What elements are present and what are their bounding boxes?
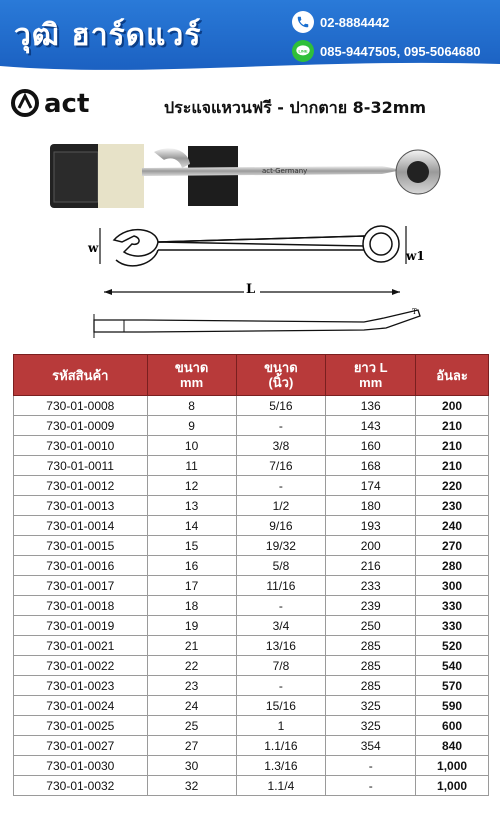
cell-price: 600 (416, 716, 489, 736)
cell-length: 180 (326, 496, 416, 516)
cell-size-mm: 15 (147, 536, 236, 556)
cell-size-inch: 13/16 (236, 636, 326, 656)
cell-price: 520 (416, 636, 489, 656)
table-row (14, 396, 489, 416)
cell-size-inch: 1.1/16 (236, 736, 326, 756)
cell-code: 730-01-0010 (14, 436, 148, 456)
col-header-size-inch: ขนาด (นิ้ว) (236, 355, 326, 396)
cell-size-mm: 17 (147, 576, 236, 596)
cell-code: 730-01-0022 (14, 656, 148, 676)
cell-size-mm: 22 (147, 656, 236, 676)
cell-size-mm: 16 (147, 556, 236, 576)
cell-code: 730-01-0009 (14, 416, 148, 436)
cell-price: 210 (416, 416, 489, 436)
phone-number: 02-8884442 (320, 14, 390, 30)
cell-size-mm: 27 (147, 736, 236, 756)
phone-contact[interactable] (292, 11, 389, 33)
cell-price: 210 (416, 436, 489, 456)
cell-price: 300 (416, 576, 489, 596)
table-header-row (14, 355, 489, 396)
cell-code: 730-01-0023 (14, 676, 148, 696)
cell-size-inch: 11/16 (236, 576, 326, 596)
cell-length: 250 (326, 616, 416, 636)
cell-price: 1,000 (416, 776, 489, 796)
table-row (14, 776, 489, 796)
shop-name: วุฒิ ฮาร์ดแวร์ (14, 18, 202, 53)
label-w1: w1 (406, 249, 425, 263)
cell-length: 233 (326, 576, 416, 596)
table-row (14, 576, 489, 596)
cell-size-inch: 3/8 (236, 436, 326, 456)
table-row (14, 416, 489, 436)
cell-size-inch: - (236, 416, 326, 436)
table-row (14, 516, 489, 536)
cell-code: 730-01-0018 (14, 596, 148, 616)
cell-price: 270 (416, 536, 489, 556)
line-icon (292, 40, 314, 62)
cell-price: 570 (416, 676, 489, 696)
cell-length: 168 (326, 456, 416, 476)
phone-icon (292, 11, 314, 33)
table-row (14, 696, 489, 716)
cell-price: 220 (416, 476, 489, 496)
table-row (14, 676, 489, 696)
cell-price: 840 (416, 736, 489, 756)
svg-text:LINE: LINE (298, 48, 308, 54)
label-l: L (246, 282, 256, 297)
cell-size-mm: 32 (147, 776, 236, 796)
cell-size-mm: 9 (147, 416, 236, 436)
cell-code: 730-01-0025 (14, 716, 148, 736)
cell-size-mm: 23 (147, 676, 236, 696)
cell-size-mm: 8 (147, 396, 236, 416)
spec-table (13, 354, 489, 796)
cell-price: 1,000 (416, 756, 489, 776)
cell-size-mm: 30 (147, 756, 236, 776)
cell-price: 240 (416, 516, 489, 536)
cell-code: 730-01-0015 (14, 536, 148, 556)
cell-size-inch: 1/2 (236, 496, 326, 516)
product-title: ประแจแหวนฟรี - ปากตาย 8-32mm (164, 98, 427, 117)
cell-length: 285 (326, 676, 416, 696)
act-logo (10, 88, 128, 118)
cell-code: 730-01-0014 (14, 516, 148, 536)
table-row (14, 456, 489, 476)
cell-length: 216 (326, 556, 416, 576)
cell-size-inch: 19/32 (236, 536, 326, 556)
cell-size-mm: 24 (147, 696, 236, 716)
cell-length: 285 (326, 656, 416, 676)
svg-text:act·Germany: act·Germany (262, 167, 308, 175)
cell-length: 143 (326, 416, 416, 436)
cell-length: 193 (326, 516, 416, 536)
cell-size-mm: 11 (147, 456, 236, 476)
cell-price: 280 (416, 556, 489, 576)
cell-size-inch: 3/4 (236, 616, 326, 636)
cell-length: 325 (326, 716, 416, 736)
label-w: w (88, 241, 99, 255)
cell-code: 730-01-0021 (14, 636, 148, 656)
cell-size-mm: 13 (147, 496, 236, 516)
cell-code: 730-01-0030 (14, 756, 148, 776)
cell-price: 540 (416, 656, 489, 676)
cell-size-inch: 5/16 (236, 396, 326, 416)
cell-size-mm: 25 (147, 716, 236, 736)
cell-code: 730-01-0027 (14, 736, 148, 756)
cell-length: 136 (326, 396, 416, 416)
table-row (14, 496, 489, 516)
cell-price: 330 (416, 596, 489, 616)
cell-code: 730-01-0024 (14, 696, 148, 716)
cell-size-inch: 7/16 (236, 456, 326, 476)
cell-size-inch: - (236, 596, 326, 616)
cell-price: 230 (416, 496, 489, 516)
wrench-diagram-side (84, 300, 434, 345)
cell-size-inch: 7/8 (236, 656, 326, 676)
cell-size-inch: 5/8 (236, 556, 326, 576)
col-header-code: รหัสสินค้า (14, 355, 148, 396)
table-row (14, 436, 489, 456)
col-header-price: อันละ (416, 355, 489, 396)
cell-price: 200 (416, 396, 489, 416)
cell-length: 285 (326, 636, 416, 656)
cell-code: 730-01-0008 (14, 396, 148, 416)
cell-size-inch: - (236, 476, 326, 496)
wrench-diagram-top (84, 220, 434, 300)
cell-length: 160 (326, 436, 416, 456)
cell-size-mm: 14 (147, 516, 236, 536)
cell-size-inch: 1.3/16 (236, 756, 326, 776)
brand-logo-text: act (44, 89, 90, 118)
cell-size-mm: 18 (147, 596, 236, 616)
line-numbers: 085-9447505, 095-5064680 (320, 43, 481, 59)
cell-length: - (326, 776, 416, 796)
line-contact[interactable] (292, 40, 480, 62)
cell-code: 730-01-0017 (14, 576, 148, 596)
cell-length: - (326, 756, 416, 776)
table-row (14, 596, 489, 616)
cell-size-inch: - (236, 676, 326, 696)
cell-code: 730-01-0013 (14, 496, 148, 516)
table-row (14, 556, 489, 576)
cell-size-mm: 12 (147, 476, 236, 496)
cell-code: 730-01-0019 (14, 616, 148, 636)
cell-code: 730-01-0011 (14, 456, 148, 476)
cell-length: 174 (326, 476, 416, 496)
table-row (14, 476, 489, 496)
table-row (14, 616, 489, 636)
table-row (14, 756, 489, 776)
col-header-length: ยาว L mm (326, 355, 416, 396)
cell-length: 354 (326, 736, 416, 756)
table-row (14, 716, 489, 736)
cell-length: 239 (326, 596, 416, 616)
col-header-size-mm: ขนาด mm (147, 355, 236, 396)
label-t: T (412, 308, 417, 316)
table-row (14, 736, 489, 756)
header-banner (0, 0, 500, 75)
table-row (14, 656, 489, 676)
cell-price: 590 (416, 696, 489, 716)
cell-price: 210 (416, 456, 489, 476)
table-row (14, 636, 489, 656)
cell-size-mm: 10 (147, 436, 236, 456)
product-photo (42, 138, 462, 210)
cell-size-inch: 15/16 (236, 696, 326, 716)
cell-code: 730-01-0012 (14, 476, 148, 496)
cell-size-mm: 21 (147, 636, 236, 656)
cell-length: 200 (326, 536, 416, 556)
cell-code: 730-01-0032 (14, 776, 148, 796)
cell-code: 730-01-0016 (14, 556, 148, 576)
cell-length: 325 (326, 696, 416, 716)
cell-size-mm: 19 (147, 616, 236, 636)
cell-size-inch: 9/16 (236, 516, 326, 536)
cell-size-inch: 1.1/4 (236, 776, 326, 796)
table-row (14, 536, 489, 556)
cell-price: 330 (416, 616, 489, 636)
cell-size-inch: 1 (236, 716, 326, 736)
